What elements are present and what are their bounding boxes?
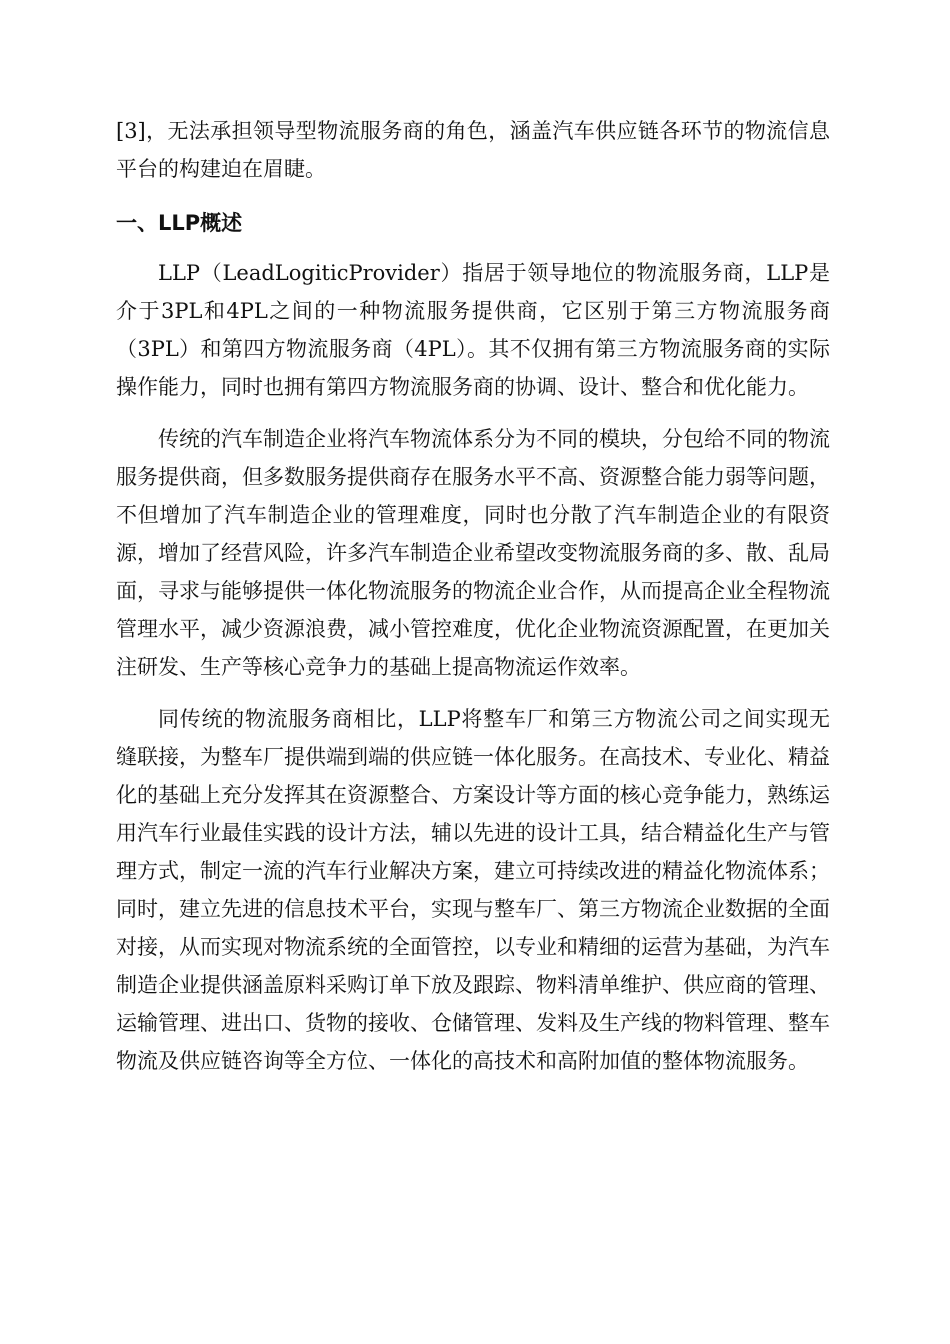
body-paragraph-1: LLP（LeadLogiticProvider）指居于领导地位的物流服务商，LLP是介于3PL和4PL之间的一种物流服务提供商，它区别于第三方物流服务商（3PL）和第四方物流服务商（4PL）。其不仅拥有第三方物流服务商的实际操作能力，同时也拥有第四方物流服务商的协调、设计、整合和优化能力。 [116,261,830,399]
intro-paragraph: [3]，无法承担领导型物流服务商的角色，涵盖汽车供应链各环节的物流信息平台的构建迫在眉睫。 [116,119,830,181]
body-paragraph-3: 同传统的物流服务商相比，LLP将整车厂和第三方物流公司之间实现无缝联接，为整车厂提供端到端的供应链一体化服务。在高技术、专业化、精益化的基础上充分发挥其在资源整合、方案设计等方面的核心竞争能力，熟练运用汽车行业最佳实践的设计方法，辅以先进的设计工具，结合精益化生产与管理方式，制定一流的汽车行业解决方案，建立可持续改进的精益化物流体系；同时，建立先进的信息技术平台，实现与整车厂、第三方物流企业数据的全面对接，从而实现对物流系统的全面管控，以专业和精细的运营为基础，为汽车制造企业提供涵盖原料采购订单下放及跟踪、物料清单维护、供应商的管理、运输管理、进出口、货物的接收、仓储管理、发料及生产线的物料管理、整车物流及供应链咨询等全方位、一体化的高技术和高附加值的整体物流服务。 [116,707,830,1073]
body-paragraph-2: 传统的汽车制造企业将汽车物流体系分为不同的模块，分包给不同的物流服务提供商，但多数服务提供商存在服务水平不高、资源整合能力弱等问题，不但增加了汽车制造企业的管理难度，同时也分散了汽车制造企业的有限资源，增加了经营风险，许多汽车制造企业希望改变物流服务商的多、散、乱局面，寻求与能够提供一体化物流服务的物流企业合作，从而提高企业全程物流管理水平，减少资源浪费，减小管控难度，优化企业物流资源配置，在更加关注研发、生产等核心竞争力的基础上提高物流运作效率。 [116,427,830,679]
section-heading: 一、LLP概述 [116,211,243,235]
document-body [116,112,830,1094]
